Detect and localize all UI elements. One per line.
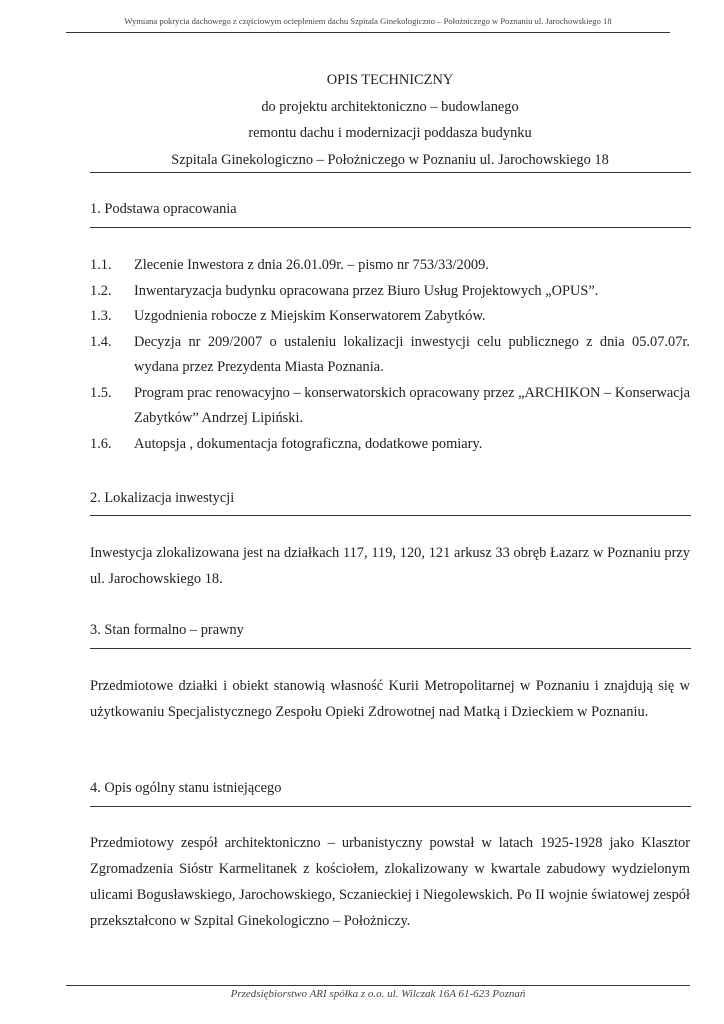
list-item-number: 1.3.: [90, 308, 112, 324]
list-item: [90, 253, 690, 279]
section-2-rule: [90, 515, 691, 516]
title-line-2: do projektu architektoniczno – budowlanego: [261, 98, 519, 115]
title-rule: [90, 172, 691, 173]
section-2-heading: 2. Lokalizacja inwestycji: [90, 490, 235, 506]
list-item-number: 1.5.: [90, 384, 112, 401]
section-1-heading: 1. Podstawa opracowania: [90, 201, 237, 217]
list-item-text: Decyzja nr 209/2007 o ustaleniu lokalizacji inwestycji celu publicznego z dnia 05.07.07r. wydana przez Prezydenta Miasta Poznania.: [134, 333, 690, 375]
title-line-3: remontu dachu i modernizacji poddasza budynku: [248, 125, 532, 141]
footer-rule: [66, 985, 690, 986]
section-4-heading: 4. Opis ogólny stanu istniejącego: [90, 780, 282, 796]
list-item-text: Zlecenie Inwestora z dnia 26.01.09r. – pismo nr 753/33/2009.: [134, 257, 489, 273]
list-item-text: Program prac renowacyjno – konserwatorskich opracowany przez „ARCHIKON – Konserwacja Zabytków” Andrzej Lipiński.: [134, 384, 690, 426]
section-4-rule: [90, 806, 691, 807]
list-item-number: 1.1.: [90, 257, 112, 273]
header-rule: [66, 32, 670, 33]
document-title: [90, 67, 690, 173]
list-item: [90, 279, 690, 305]
list-item-text: Uzgodnienia robocze z Miejskim Konserwatorem Zabytków.: [134, 308, 486, 324]
list-item-text: Inwentaryzacja budynku opracowana przez Biuro Usług Projektowych „OPUS”.: [134, 282, 599, 299]
running-header: Wymiana pokrycia dachowego z częściowym ociepleniem dachu Szpitala Ginekologiczno – Położniczego w Poznaniu ul. Jarochowskiego 18: [124, 16, 612, 26]
section-2-body: Inwestycja zlokalizowana jest na działkach 117, 119, 120, 121 arkusz 33 obręb Łazarz w Poznaniu przy ul. Jarochowskiego 18.: [90, 545, 690, 587]
list-item-number: 1.6.: [90, 435, 112, 452]
section-3-rule: [90, 648, 691, 649]
section-1-rule: [90, 227, 691, 228]
list-item: [90, 330, 690, 381]
list-item-text: Autopsja , dokumentacja fotograficzna, dodatkowe pomiary.: [134, 435, 483, 452]
section-1-list: [90, 253, 690, 457]
section-3-body: Przedmiotowe działki i obiekt stanowią własność Kurii Metropolitarnej w Poznaniu i znajdują się w użytkowaniu Specjalistycznego Zespołu Opieki Zdrowotnej nad Matką i Dzieckiem w Poznaniu.: [90, 678, 690, 720]
list-item-number: 1.2.: [90, 282, 112, 299]
list-item: [90, 381, 690, 432]
title-line-4: Szpitala Ginekologiczno – Położniczego w Poznaniu ul. Jarochowskiego 18: [171, 151, 609, 168]
footer-text: Przedsiębiorstwo ARI spółka z o.o. ul. Wilczak 16A 61-623 Poznań: [230, 988, 526, 1000]
list-item: [90, 432, 690, 458]
list-item: [90, 304, 690, 330]
list-item-number: 1.4.: [90, 333, 112, 350]
title-line-1: OPIS TECHNICZNY: [326, 72, 454, 88]
section-4-body: Przedmiotowy zespół architektoniczno – urbanistyczny powstał w latach 1925-1928 jako Klasztor Zgromadzenia Sióstr Karmelitanek z kościołem, zlokalizowany w kwartale zabudowy wydzielonym ulicami Bogusławskiego, Jarochowskiego, Sczanieckiej i Niegolewskich. Po II wojnie światowej zespół przekształcono w Szpital Ginekologiczno – Położniczy.: [90, 835, 690, 929]
section-3-heading: 3. Stan formalno – prawny: [90, 622, 244, 638]
